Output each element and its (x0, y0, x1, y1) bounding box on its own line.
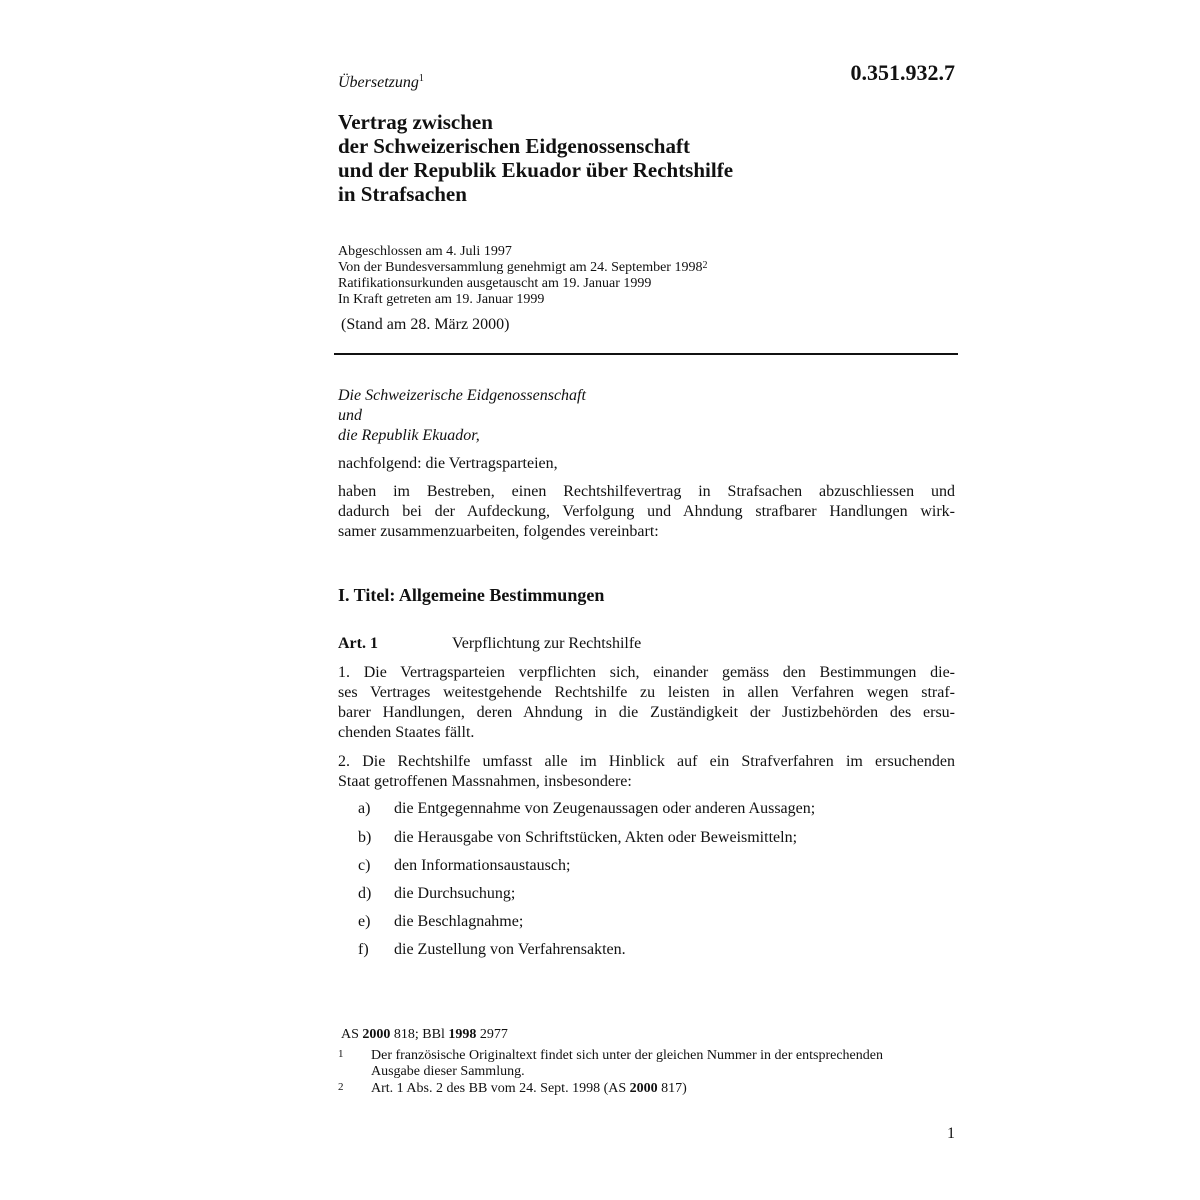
list-item (338, 885, 938, 905)
footnote-number: 1 (338, 1048, 344, 1060)
list-item-text: die Zustellung von Verfahrensakten. (394, 941, 626, 958)
list-item (338, 800, 938, 820)
preamble-line: haben im Bestreben, einen Rechtshilfevertrag in Strafsachen abzuschliessen und (338, 483, 955, 500)
ratification-date: Ratifikationsurkunden ausgetauscht am 19. Januar 1999 (338, 276, 652, 291)
as-year: 2000 (362, 1027, 391, 1042)
list-item-text: die Entgegennahme von Zeugenaussagen oder anderen Aussagen; (394, 800, 816, 817)
treaty-dates (338, 244, 958, 308)
as-page: 818; BBl (393, 1027, 445, 1042)
list-item-text: die Beschlagnahme; (394, 913, 524, 930)
list-item-label: e) (358, 913, 371, 930)
footnote-ref-2[interactable]: 2 (702, 260, 708, 271)
contracting-parties (338, 386, 958, 446)
list-item-label: f) (358, 941, 369, 958)
as-prefix: AS (341, 1027, 359, 1042)
title-line: der Schweizerischen Eidgenossenschaft (338, 134, 690, 158)
paragraph-line: ses Vertrages weitestgehende Rechtshilfe zu leisten in allen Verfahren wegen straf- (338, 684, 955, 701)
official-collection-reference (341, 1027, 508, 1043)
bbl-year: 1998 (448, 1027, 477, 1042)
paragraph-line: Staat getroffenen Massnahmen, insbesondere: (338, 773, 632, 790)
party-line: die Republik Ekuador, (338, 427, 480, 444)
section-title: I. Titel: Allgemeine Bestimmungen (338, 585, 605, 605)
list-item (338, 913, 938, 933)
list-item-text: die Herausgabe von Schriftstücken, Akten oder Beweismitteln; (394, 829, 798, 846)
list-item (338, 941, 938, 961)
paragraph-line: 1. Die Vertragsparteien verpflichten sich, einander gemäss den Bestimmungen die- (338, 664, 955, 681)
paragraph-line: chenden Staates fällt. (338, 724, 475, 741)
title-line: und der Republik Ekuador über Rechtshilfe (338, 158, 734, 182)
in-force-date: In Kraft getreten am 19. Januar 1999 (338, 292, 545, 307)
list-item-label: b) (358, 829, 372, 846)
preamble-line: samer zusammenzuarbeiten, folgendes vereinbart: (338, 523, 659, 540)
party-line: und (338, 407, 362, 424)
status-date: (Stand am 28. März 2000) (341, 316, 510, 333)
footnote-text: Der französische Originaltext findet sich unter der gleichen Nummer in der entsprechenden Ausgabe dieser Sammlung. (371, 1048, 883, 1079)
sr-number: 0.351.932.7 (850, 60, 955, 85)
paragraph-line: barer Handlungen, deren Ahndung in die Zuständigkeit der Justizbehörden des ersu- (338, 704, 955, 721)
party-line: Die Schweizerische Eidgenossenschaft (338, 387, 586, 404)
footnote-text-part: 817) (661, 1081, 687, 1096)
title-line: Vertrag zwischen (338, 110, 493, 134)
list-item-label: a) (358, 800, 371, 817)
approved-text: Von der Bundesversammlung genehmigt am 24. September 1998 (338, 260, 703, 275)
list-item-label: d) (358, 885, 372, 902)
footnote-year: 2000 (629, 1081, 658, 1096)
hereinafter-text: nachfolgend: die Vertragsparteien, (338, 455, 558, 472)
translation-text: Übersetzung (338, 74, 419, 91)
concluded-date: Abgeschlossen am 4. Juli 1997 (338, 244, 512, 259)
article-heading: Verpflichtung zur Rechtshilfe (452, 635, 642, 652)
list-item-text: die Durchsuchung; (394, 885, 516, 902)
footnote-text (371, 1081, 911, 1097)
bbl-page: 2977 (479, 1027, 508, 1042)
title-line: in Strafsachen (338, 182, 467, 206)
list-item (338, 829, 938, 849)
footnote-text-part: Art. 1 Abs. 2 des BB vom 24. Sept. 1998 (AS (371, 1081, 627, 1096)
footnote-number: 2 (338, 1081, 344, 1093)
translation-label (338, 74, 424, 92)
article-number: Art. 1 (338, 635, 378, 652)
preamble (338, 482, 955, 542)
paragraph-line: 2. Die Rechtshilfe umfasst alle im Hinblick auf ein Strafverfahren im ersuchenden (338, 753, 955, 770)
footnote-ref-1[interactable]: 1 (418, 73, 424, 84)
list-item (338, 857, 938, 877)
article-paragraph-2 (338, 752, 955, 792)
preamble-line: dadurch bei der Aufdeckung, Verfolgung und Ahndung strafbarer Handlungen wirk- (338, 503, 955, 520)
document-title (338, 110, 958, 206)
list-item-label: c) (358, 857, 371, 874)
horizontal-divider (334, 353, 958, 355)
page-number: 1 (947, 1125, 955, 1142)
approved-date (338, 260, 958, 276)
article-paragraph-1 (338, 663, 955, 743)
list-item-text: den Informationsaustausch; (394, 857, 571, 874)
